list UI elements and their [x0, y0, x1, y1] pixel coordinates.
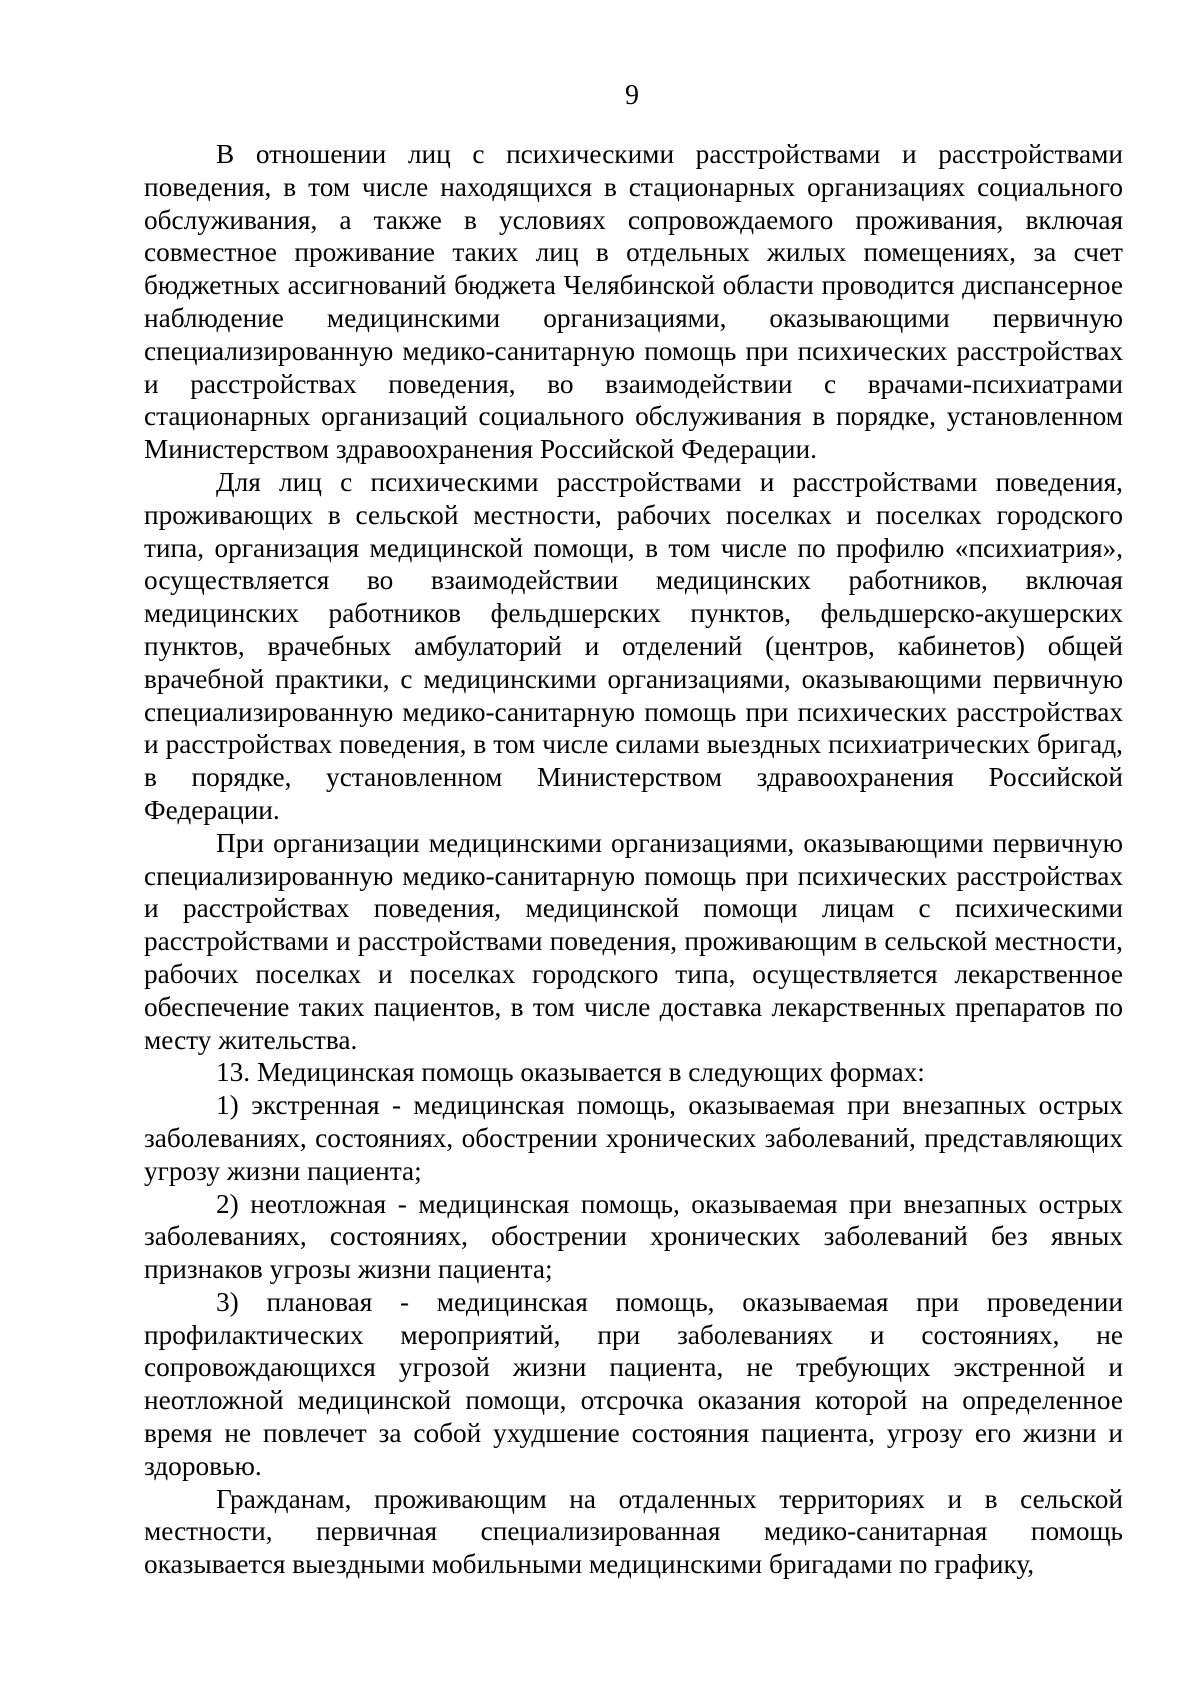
paragraph-care-forms-heading: 13. Медицинская помощь оказывается в следующих формах:	[216, 1057, 925, 1088]
list-item-emergency: 1) экстренная - медицинская помощь, оказываемая при внезапных острых заболеваниях, состояниях, обострении хронических заболеваний, представляющих угрозу жизни пациента;	[144, 1090, 1123, 1186]
paragraph-medication-delivery: При организации медицинскими организациями, оказывающими первичную специализированную медико-санитарную помощь при психических расстройствах и расстройствах поведения, медицинской помощи лицам с психическими расстройствами и расстройствами поведения, проживающим в сельской местности, рабочих поселках и поселках городского типа, осуществляется лекарственное обеспечение таких пациентов, в том числе доставка лекарственных препаратов по месту жительства.	[144, 827, 1123, 1055]
list-item-urgent: 2) неотложная - медицинская помощь, оказываемая при внезапных острых заболеваниях, состояниях, обострении хронических заболеваний без явных признаков угрозы жизни пациента;	[144, 1188, 1123, 1285]
page-number: 9	[625, 80, 639, 111]
list-item-planned: 3) плановая - медицинская помощь, оказываемая при проведении профилактических мероприятий, при заболеваниях и состояниях, не сопровождающихся угрозой жизни пациента, не требующих экстренной и неотложной медицинской помощи, отсрочка оказания которой на определенное время не повлечет за собой ухудшение состояния пациента, угрозу его жизни и здоровью.	[144, 1286, 1123, 1481]
document-body	[144, 138, 1123, 1581]
paragraph-rural-psychiatric-care: Для лиц с психическими расстройствами и расстройствами поведения, проживающих в сельской местности, рабочих поселках и поселках городского типа, организация медицинской помощи, в том числе по профилю «психиатрия», осуществляется во взаимодействии медицинских работников, включая медицинских работников фельдшерских пунктов, фельдшерско-акушерских пунктов, врачебных амбулаторий и отделений (центров, кабинетов) общей врачебной практики, с медицинскими организациями, оказывающими первичную специализированную медико-санитарную помощь при психических расстройствах и расстройствах поведения, в том числе силами выездных психиатрических бригад, в порядке, установленном Министерством здравоохранения Российской Федерации.	[144, 466, 1123, 825]
paragraph-dispensary-observation: В отношении лиц с психическими расстройствами и расстройствами поведения, в том числе находящихся в стационарных организациях социального обслуживания, а также в условиях сопровождаемого проживания, включая совместное проживание таких лиц в отдельных жилых помещениях, за счет бюджетных ассигнований бюджета Челябинской области проводится диспансерное наблюдение медицинскими организациями, оказывающими первичную специализированную медико-санитарную помощь при психических расстройствах и расстройствах поведения, во взаимодействии с врачами-психиатрами стационарных организаций социального обслуживания в порядке, установленном Министерством здравоохранения Российской Федерации.	[144, 139, 1123, 465]
paragraph-remote-territories: Гражданам, проживающим на отдаленных территориях и в сельской местности, первичная специализированная медико-санитарная помощь оказывается выездными мобильными медицинскими бригадами по графику,	[144, 1483, 1123, 1580]
